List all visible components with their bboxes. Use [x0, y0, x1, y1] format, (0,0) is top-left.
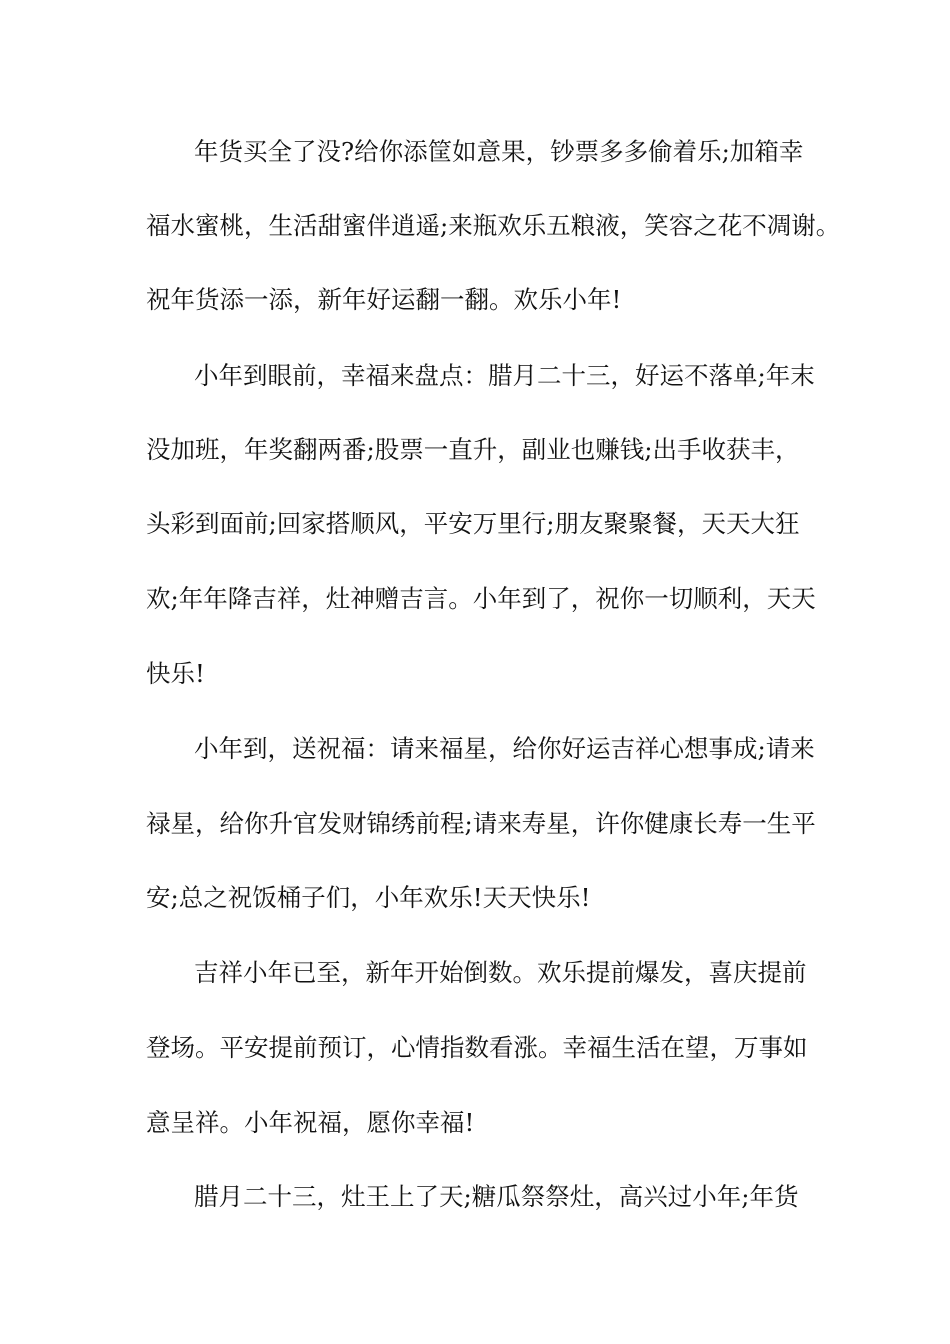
paragraph-1-line-3: 祝年货添一添，新年好运翻一翻。欢乐小年!	[146, 285, 622, 314]
paragraph-2-line-5: 快乐!	[146, 659, 205, 688]
paragraph-1-line-2: 福水蜜桃，生活甜蜜伴逍遥;来瓶欢乐五粮液，笑容之花不凋谢。	[146, 211, 841, 240]
paragraph-2-line-1: 小年到眼前，幸福来盘点：腊月二十三，好运不落单;年末	[194, 361, 815, 390]
paragraph-3-line-1: 小年到，送祝福：请来福星，给你好运吉祥心想事成;请来	[194, 734, 815, 763]
paragraph-2-line-2: 没加班，年奖翻两番;股票一直升，副业也赚钱;出手收获丰，	[146, 435, 800, 464]
paragraph-4-line-1: 吉祥小年已至，新年开始倒数。欢乐提前爆发，喜庆提前	[194, 958, 807, 987]
paragraph-4-line-2: 登场。平安提前预订，心情指数看涨。幸福生活在望，万事如	[146, 1033, 808, 1062]
paragraph-3-line-3: 安;总之祝饭桶子们，小年欢乐!天天快乐!	[146, 883, 591, 912]
paragraph-4-line-3: 意呈祥。小年祝福，愿你幸福!	[146, 1108, 475, 1137]
paragraph-2-line-4: 欢;年年降吉祥，灶神赠吉言。小年到了，祝你一切顺利，天天	[146, 584, 816, 613]
paragraph-5-line-1: 腊月二十三，灶王上了天;糖瓜祭祭灶，高兴过小年;年货	[194, 1182, 799, 1211]
paragraph-2-line-3: 头彩到面前;回家搭顺风，平安万里行;朋友聚聚餐，天天大狂	[146, 509, 800, 538]
paragraph-1-line-1: 年货买全了没?给你添筐如意果，钞票多多偷着乐;加箱幸	[194, 137, 804, 166]
paragraph-3-line-2: 禄星，给你升官发财锦绣前程;请来寿星，许你健康长寿一生平	[146, 809, 816, 838]
